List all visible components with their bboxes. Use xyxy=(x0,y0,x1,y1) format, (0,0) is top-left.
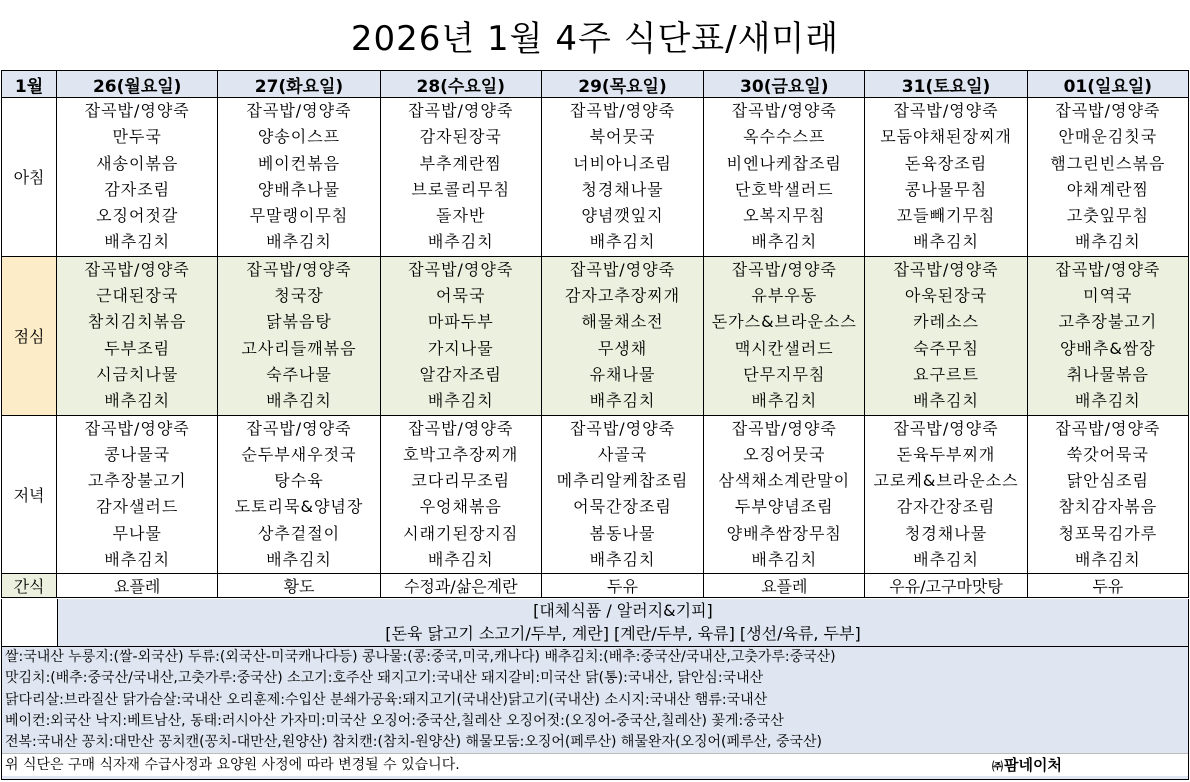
menu-item: 햄그린빈스볶음 xyxy=(1050,153,1166,173)
menu-item: 어묵국 xyxy=(436,286,486,306)
menu-item: 잡곡밥/영양죽 xyxy=(569,101,676,120)
menu-item: 사골국 xyxy=(597,444,648,464)
menu-item: 안매운김칫국 xyxy=(1058,127,1158,147)
lunch-day-cell xyxy=(380,256,541,415)
menu-item: 배추김치 xyxy=(751,232,818,252)
menu-item: 감자간장조림 xyxy=(896,497,996,517)
lunch-row xyxy=(2,256,1189,415)
substitute-section xyxy=(1,599,1189,647)
menu-item: 비엔나케찹조림 xyxy=(726,153,842,173)
day-header: 27(화요일) xyxy=(218,71,380,98)
menu-item: 쑥갓어묵국 xyxy=(1066,444,1149,464)
menu-item: 잡곡밥/영양죽 xyxy=(569,259,676,279)
menu-item: 참치김치볶음 xyxy=(87,312,187,332)
day-header: 31(토요일) xyxy=(865,71,1027,98)
origin-line: 쌀:국내산 누룽지:(쌀-외국산) 두류:(외국산-미국캐나다등) 콩나물:(콩:중국,미국,캐나다) 배추김치:(배추:중국산/국내산,고춧가루:중국산) xyxy=(5,649,836,665)
snack-row xyxy=(2,574,1189,598)
menu-item: 배추김치 xyxy=(104,232,171,252)
menu-item: 참치감자볶음 xyxy=(1058,497,1158,517)
menu-item: 배추김치 xyxy=(266,391,332,411)
lunch-day-cell xyxy=(1027,256,1188,415)
menu-item: 탕수육 xyxy=(274,471,324,491)
menu-item: 호박고추장찌개 xyxy=(403,444,519,464)
substitute-info xyxy=(58,599,1188,646)
menu-item: 잡곡밥/영양죽 xyxy=(893,259,999,279)
menu-item: 배추김치 xyxy=(913,232,979,252)
menu-item: 부추계란찜 xyxy=(419,153,502,173)
menu-item: 콩나물국 xyxy=(104,444,171,464)
menu-item: 상추겉절이 xyxy=(257,523,341,543)
menu-item: 배추김치 xyxy=(589,550,656,570)
menu-item: 고추장불고기 xyxy=(1058,312,1158,332)
menu-item: 배추김치 xyxy=(913,391,979,411)
menu-item: 옥수수스프 xyxy=(743,127,826,147)
menu-item: 북어뭇국 xyxy=(589,127,656,147)
menu-item: 브로콜리무침 xyxy=(411,179,511,199)
menu-item: 무나물 xyxy=(112,523,162,543)
menu-item: 감자된장국 xyxy=(419,127,502,147)
menu-item: 배추김치 xyxy=(1074,391,1141,411)
brand-name: 팜네이처 xyxy=(1004,756,1062,775)
breakfast-day-cell xyxy=(865,98,1027,257)
snack-item: 수정과/삶은계란 xyxy=(380,574,541,598)
menu-item: 고춧잎무침 xyxy=(1066,206,1149,226)
dinner-day-cell xyxy=(865,415,1027,574)
menu-item: 오징어젓갈 xyxy=(96,206,179,226)
breakfast-day-cell xyxy=(541,98,703,257)
day-header: 26(월요일) xyxy=(57,71,218,98)
menu-item: 잡곡밥/영양죽 xyxy=(731,101,837,120)
menu-item: 우엉채볶음 xyxy=(419,497,502,517)
menu-item: 너비아니조림 xyxy=(573,153,672,173)
menu-item: 두부양념조림 xyxy=(734,497,834,517)
menu-item: 코다리무조림 xyxy=(411,471,511,491)
menu-item: 돌자반 xyxy=(436,206,486,226)
menu-item: 양념깻잎지 xyxy=(581,206,664,226)
brand-logo xyxy=(992,754,1062,778)
snack-item: 두유 xyxy=(541,574,703,598)
menu-item: 양배추나물 xyxy=(257,179,341,199)
menu-item: 봄동나물 xyxy=(589,523,656,543)
menu-item: 배추김치 xyxy=(751,550,818,570)
menu-item: 배추김치 xyxy=(589,232,656,252)
menu-item: 청포묵김가루 xyxy=(1058,523,1158,543)
month-cell: 1월 xyxy=(2,71,57,98)
dinner-day-cell xyxy=(704,415,865,574)
menu-item: 잡곡밥/영양죽 xyxy=(84,259,190,279)
menu-item: 취나물볶음 xyxy=(1066,364,1149,384)
breakfast-day-cell xyxy=(218,98,380,257)
menu-item: 돈육두부찌개 xyxy=(896,444,996,464)
menu-item: 배추김치 xyxy=(104,550,171,570)
menu-item: 콩나물무침 xyxy=(904,179,988,199)
menu-item: 배추김치 xyxy=(427,232,494,252)
menu-item: 새송이볶음 xyxy=(96,153,179,173)
dinner-day-cell xyxy=(57,415,218,574)
notice-text: 위 식단은 구매 식자재 수급사정과 요양원 사정에 따라 변경될 수 있습니다. xyxy=(5,757,460,774)
breakfast-label: 아침 xyxy=(2,98,57,257)
menu-item: 요구르트 xyxy=(913,364,979,384)
menu-item: 카레소스 xyxy=(913,312,979,332)
breakfast-day-cell xyxy=(57,98,218,257)
lunch-day-cell xyxy=(57,256,218,415)
menu-item: 잡곡밥/영양죽 xyxy=(1055,259,1161,279)
page-title: 2026년 1월 4주 식단표/새미래 xyxy=(350,18,840,59)
menu-item: 잡곡밥/영양죽 xyxy=(408,101,514,120)
brand-mark: ㈜ xyxy=(992,760,1004,774)
menu-item: 숙주무침 xyxy=(913,338,979,358)
menu-item: 가지나물 xyxy=(427,338,494,358)
header-row xyxy=(2,71,1189,98)
menu-item: 잡곡밥/영양죽 xyxy=(569,418,676,438)
dinner-label: 저녁 xyxy=(2,415,57,574)
menu-item: 청국장 xyxy=(274,286,324,306)
menu-table xyxy=(1,70,1189,598)
menu-item: 배추김치 xyxy=(1074,232,1141,252)
menu-item: 청경채나물 xyxy=(904,523,988,543)
substitute-detail: [돈육 닭고기 소고기/두부, 계란] [계란/두부, 육류] [생선/육류, 두부] xyxy=(385,624,861,643)
menu-item: 메추리알케찹조림 xyxy=(556,471,689,491)
breakfast-day-cell xyxy=(704,98,865,257)
lunch-day-cell xyxy=(865,256,1027,415)
menu-item: 근대된장국 xyxy=(96,286,179,306)
menu-item: 시래기된장지짐 xyxy=(403,523,519,543)
dinner-day-cell xyxy=(218,415,380,574)
day-header: 30(금요일) xyxy=(704,71,865,98)
menu-item: 순두부새우젓국 xyxy=(241,444,357,464)
menu-item: 만두국 xyxy=(112,127,162,147)
menu-item: 양송이스프 xyxy=(257,127,341,147)
menu-item: 고추장불고기 xyxy=(87,471,187,491)
menu-item: 잡곡밥/영양죽 xyxy=(893,418,999,438)
menu-item: 배추김치 xyxy=(266,550,332,570)
menu-item: 베이컨볶음 xyxy=(257,153,341,173)
menu-item: 배추김치 xyxy=(427,391,494,411)
menu-item: 잡곡밥/영양죽 xyxy=(408,259,514,279)
menu-item: 잡곡밥/영양죽 xyxy=(408,418,514,438)
dinner-day-cell xyxy=(541,415,703,574)
lunch-day-cell xyxy=(541,256,703,415)
day-header: 29(목요일) xyxy=(541,71,703,98)
menu-item: 닭볶음탕 xyxy=(266,312,332,332)
notice-row xyxy=(2,753,1188,776)
breakfast-day-cell xyxy=(1027,98,1188,257)
menu-item: 야채계란찜 xyxy=(1066,179,1149,199)
menu-item: 꼬들빼기무침 xyxy=(896,206,996,226)
snack-item: 요플레 xyxy=(704,574,865,598)
lunch-day-cell xyxy=(218,256,380,415)
origin-line: 맛김치:(배추:중국산/국내산,고춧가루:중국산) 소고기:호주산 돼지고기:국내산 돼지갈비:미국산 닭(통):국내산, 닭안심:국내산 xyxy=(5,670,764,687)
menu-item: 무생채 xyxy=(597,338,648,358)
menu-item: 잡곡밥/영양죽 xyxy=(1055,101,1161,120)
menu-item: 배추김치 xyxy=(1074,550,1141,570)
menu-item: 잡곡밥/영양죽 xyxy=(246,101,352,120)
origin-section xyxy=(1,647,1189,780)
menu-item: 잡곡밥/영양죽 xyxy=(731,259,837,279)
dinner-row xyxy=(2,415,1189,574)
menu-item: 양배추&쌈장 xyxy=(1059,338,1156,358)
origin-line: 전복:국내산 꽁치:대만산 꽁치캔(꽁치-대만산,원양산) 참치캔:(참치-원양산) 해물모둠:오징어(페루산) 해물완자(오징어(페루산, 중국산) xyxy=(5,734,822,751)
snack-item: 우유/고구마맛탕 xyxy=(865,574,1027,598)
snack-label: 간식 xyxy=(2,574,57,598)
day-header: 28(수요일) xyxy=(380,71,541,98)
menu-item: 무말랭이무침 xyxy=(249,206,349,226)
menu-item: 돈육장조림 xyxy=(904,153,988,173)
menu-item: 감자조림 xyxy=(104,179,171,199)
menu-item: 미역국 xyxy=(1083,286,1133,306)
menu-item: 배추김치 xyxy=(266,232,332,252)
menu-item: 감자샐러드 xyxy=(96,497,179,517)
menu-item: 오복지무침 xyxy=(743,206,826,226)
substitute-label-cell xyxy=(2,599,58,646)
origin-line: 베이컨:외국산 낙지:베트남산, 동태:러시아산 가자미:미국산 오징어:중국산,칠레산 오징어젓:(오징어-중국산,칠레산) 꽃게:중국산 xyxy=(5,712,784,729)
menu-item: 배추김치 xyxy=(913,550,979,570)
menu-item: 고사리들깨볶음 xyxy=(241,338,357,358)
breakfast-day-cell xyxy=(380,98,541,257)
menu-item: 양배추쌈장무침 xyxy=(726,523,842,543)
menu-item: 돈가스&브라운소스 xyxy=(711,312,857,332)
lunch-label: 점심 xyxy=(2,256,57,415)
menu-item: 닭안심조림 xyxy=(1066,471,1149,491)
menu-item: 잡곡밥/영양죽 xyxy=(84,101,190,120)
menu-item: 잡곡밥/영양죽 xyxy=(246,259,352,279)
dinner-day-cell xyxy=(1027,415,1188,574)
menu-item: 아욱된장국 xyxy=(904,286,988,306)
menu-item: 어묵간장조림 xyxy=(573,497,672,517)
menu-item: 유채나물 xyxy=(589,364,656,384)
menu-item: 도토리묵&양념장 xyxy=(234,497,364,517)
menu-item: 단무지무침 xyxy=(743,364,826,384)
menu-item: 고로케&브라운소스 xyxy=(873,471,1019,491)
menu-item: 마파두부 xyxy=(427,312,494,332)
menu-item: 잡곡밥/영양죽 xyxy=(893,101,999,120)
breakfast-row xyxy=(2,98,1189,257)
menu-item: 유부우동 xyxy=(751,286,818,306)
snack-item: 요플레 xyxy=(57,574,218,598)
menu-item: 맥시칸샐러드 xyxy=(734,338,834,358)
menu-item: 단호박샐러드 xyxy=(734,179,834,199)
menu-item: 청경채나물 xyxy=(581,179,664,199)
menu-item: 숙주나물 xyxy=(266,364,332,384)
menu-item: 배추김치 xyxy=(427,550,494,570)
dinner-day-cell xyxy=(380,415,541,574)
menu-item: 두부조림 xyxy=(104,338,171,358)
menu-item: 배추김치 xyxy=(104,391,171,411)
menu-item: 잡곡밥/영양죽 xyxy=(1055,418,1161,438)
snack-item: 황도 xyxy=(218,574,380,598)
origin-line: 닭다리살:브라질산 닭가슴살:국내산 오리훈제:수입산 분쇄가공육:돼지고기(국내산)닭고기(국내산) 소시지:국내산 햄류:국내산 xyxy=(5,691,768,708)
menu-item: 삼색채소계란말이 xyxy=(718,471,851,491)
menu-item: 배추김치 xyxy=(751,391,818,411)
substitute-title: [대체식품 / 알러지&기피] xyxy=(533,601,713,620)
menu-item: 시금치나물 xyxy=(96,364,179,384)
menu-item: 오징어뭇국 xyxy=(743,444,826,464)
snack-item: 두유 xyxy=(1027,574,1188,598)
menu-item: 잡곡밥/영양죽 xyxy=(84,418,190,438)
menu-item: 잡곡밥/영양죽 xyxy=(731,418,837,438)
menu-item: 모둠야채된장찌개 xyxy=(880,127,1012,147)
menu-item: 감자고추장찌개 xyxy=(564,286,681,306)
menu-item: 알감자조림 xyxy=(419,364,502,384)
lunch-day-cell xyxy=(704,256,865,415)
menu-item: 잡곡밥/영양죽 xyxy=(246,418,352,438)
menu-item: 배추김치 xyxy=(589,391,656,411)
day-header: 01(일요일) xyxy=(1027,71,1188,98)
menu-item: 해물채소전 xyxy=(581,312,664,332)
